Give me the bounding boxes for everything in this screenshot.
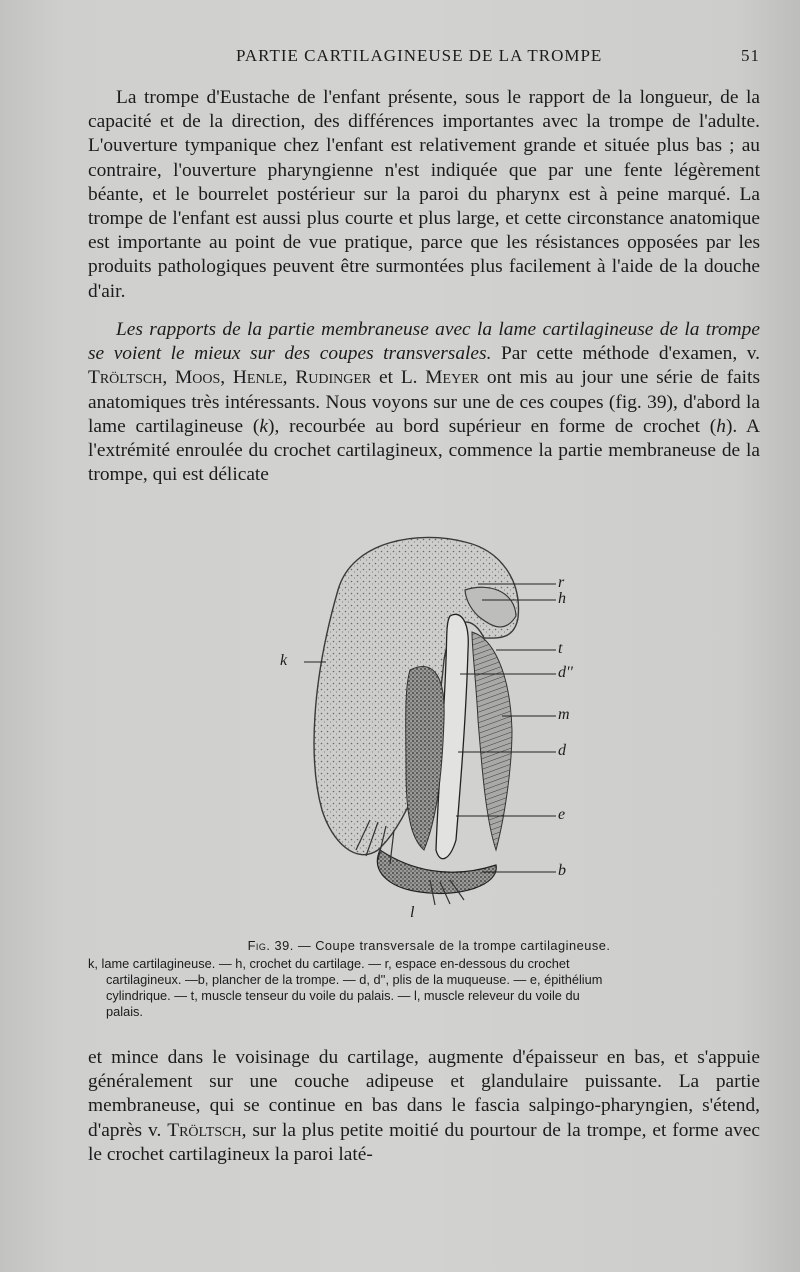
text-run: , bbox=[282, 367, 296, 389]
caption-line-1: k, lame cartilagineuse. — h, crochet du cartilage. — r, espace en-dessous du crochet bbox=[88, 956, 570, 971]
paragraph-3 bbox=[88, 1046, 760, 1167]
paragraph-3-text bbox=[88, 1046, 760, 1167]
fig-label-t: t bbox=[558, 640, 563, 657]
fig-label-b: b bbox=[558, 862, 566, 879]
caption-fig-number: Fig. 39. bbox=[247, 938, 294, 953]
text-run: Par cette méthode d'examen, v. bbox=[491, 343, 760, 365]
paragraph-1 bbox=[88, 86, 760, 304]
paragraph-2-text bbox=[88, 318, 760, 487]
label-h-ref: h bbox=[716, 415, 726, 437]
fig-label-d: d bbox=[558, 742, 566, 759]
caption-line-2: cartilagineux. —b, plancher de la trompe. — d, d'', plis de la muqueuse. — e, épithélium bbox=[106, 972, 603, 987]
figure-39 bbox=[260, 520, 580, 930]
running-header bbox=[88, 44, 766, 70]
author-rudinger: Rudinger bbox=[295, 367, 372, 389]
fig-label-e: e bbox=[558, 806, 566, 823]
italic-lead: Les rapports de la partie membraneuse avec la lame cartilagineuse de la trompe se voient le mieux sur des coupes transversales. bbox=[88, 319, 760, 365]
text-run: ont mis au jour une série de faits anatomiques très intéressants. Nous voyons sur une de ces coupes (fig. 39), d'abord la lame cartilagineuse ( bbox=[88, 367, 760, 437]
tube-floor-shape bbox=[377, 850, 496, 893]
fig-label-h: h bbox=[558, 590, 566, 607]
caption-line-3: cylindrique. — t, muscle tenseur du voile du palais. — l, muscle releveur du voile du bbox=[106, 988, 580, 1003]
fig-label-l: l bbox=[410, 904, 415, 921]
paragraph-2 bbox=[88, 318, 760, 487]
text-run: , bbox=[162, 367, 175, 389]
figure-caption bbox=[88, 938, 770, 1020]
label-k-ref: k bbox=[259, 415, 268, 437]
author-troltsch: Tröltsch bbox=[88, 367, 163, 389]
caption-legend bbox=[88, 956, 770, 1020]
author-meyer: Meyer bbox=[425, 367, 480, 389]
fig-label-k: k bbox=[280, 652, 288, 669]
text-run: ). A l'extrémité enroulée du crochet cartilagineux, commence la partie membraneuse de la trompe, qui est délicate bbox=[88, 415, 760, 486]
text-run: ), recourbée au bord supérieur en forme de crochet ( bbox=[268, 415, 717, 437]
fig-label-d2: d'' bbox=[558, 664, 573, 681]
tensor-muscle-shape bbox=[472, 632, 512, 850]
text-run: , bbox=[220, 367, 233, 389]
anatomical-section-illustration bbox=[260, 520, 580, 930]
fig-label-m: m bbox=[558, 706, 570, 723]
author-troltsch-2: Tröltsch bbox=[167, 1119, 242, 1141]
caption-title: — Coupe transversale de la trompe cartilagineuse. bbox=[293, 938, 611, 953]
text-run: , sur la plus petite moitié du pourtour de la trompe, et forme avec le crochet cartilagineux la paroi laté- bbox=[88, 1119, 760, 1165]
text-run: et L. bbox=[371, 367, 426, 389]
running-title: PARTIE CARTILAGINEUSE DE LA TROMPE bbox=[236, 46, 603, 65]
paragraph-1-text: La trompe d'Eustache de l'enfant présente, sous le rapport de la longueur, de la capacité et de la direction, des différences importantes avec la trompe de l'adulte. L'ouverture tympanique chez l'enfant est relativement grande et située plus bas ; au contraire, l'ouverture pharyngienne n'est indiquée que par une fente légèrement béante, et le bourrelet postérieur sur la paroi du pharynx est à peine marqué. La trompe de l'enfant est aussi plus courte et plus large, et cette circonstance anatomique est importante au point de vue pratique, parce que les résistances opposées par les produits pathologiques peuvent être surmontées plus facilement à l'aide de la douche d'air. bbox=[88, 87, 760, 302]
author-henle: Henle bbox=[232, 367, 283, 389]
caption-line-4: palais. bbox=[106, 1004, 143, 1019]
author-moos: Moos bbox=[175, 367, 221, 389]
page-number: 51 bbox=[741, 46, 760, 65]
fig-label-r: r bbox=[558, 574, 565, 591]
caption-heading bbox=[88, 938, 770, 954]
text-run: et mince dans le voisinage du cartilage, augmente d'épaisseur en bas, et s'appuie généralement sur une couche adipeuse et glandulaire puissante. La partie membraneuse, qui se continue en bas dans le fascia salpingo-pharyngien, s'étend, d'après v. bbox=[88, 1047, 760, 1141]
